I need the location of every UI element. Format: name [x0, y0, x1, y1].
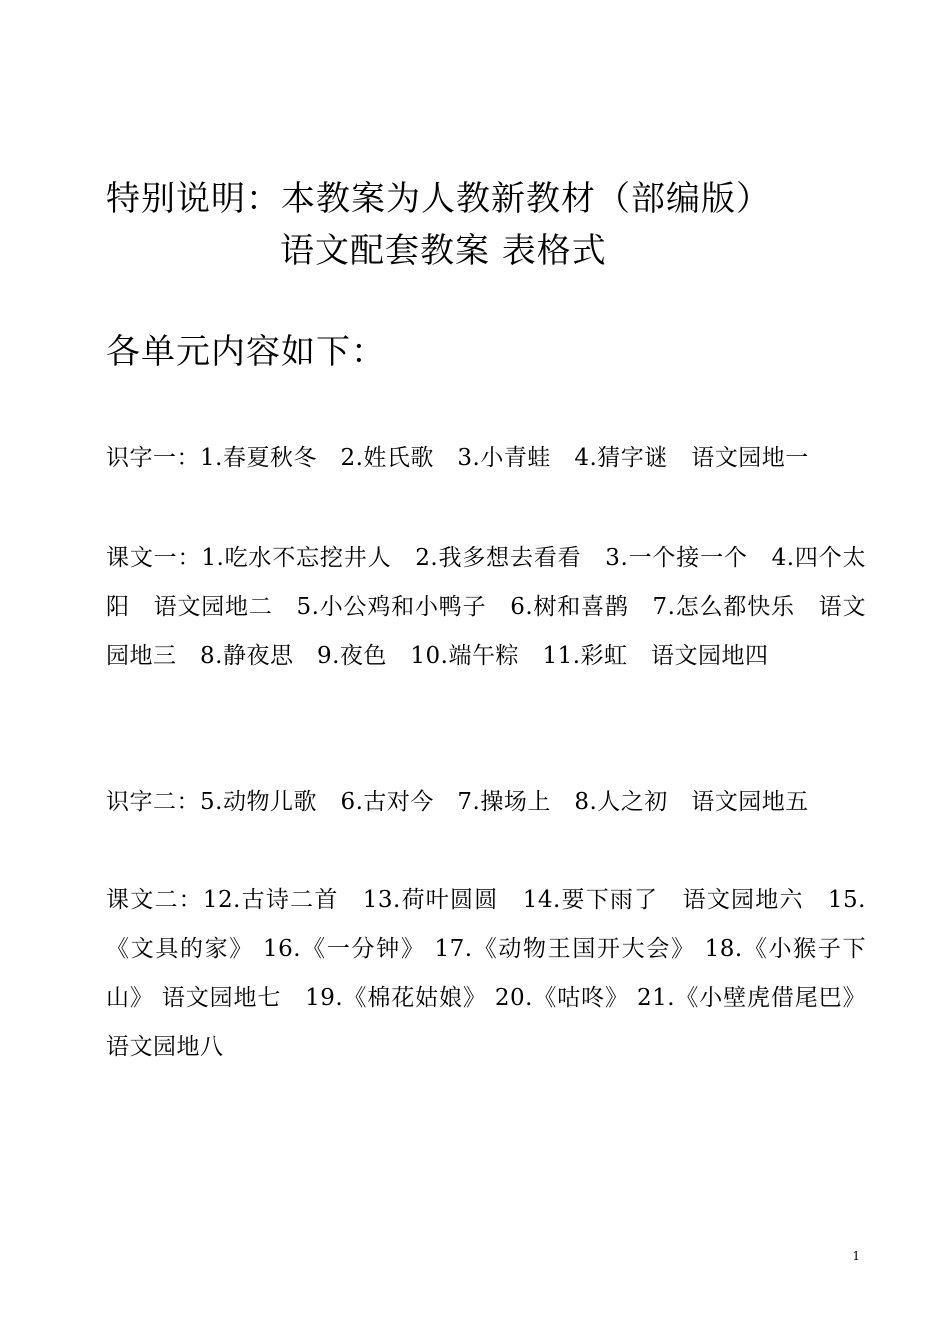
units-heading: 各单元内容如下： — [106, 332, 386, 372]
unit-paragraph-lessons-1: 课文一：1.吃水不忘挖井人 2.我多想去看看 3.一个接一个 4.四个太阳 语文园地二 5.小公鸡和小鸭子 6.树和喜鹊 7.怎么都快乐 语文园地三 8.静夜思 9.夜色 10.端午粽 11.彩虹 语文园地四 — [106, 545, 866, 669]
unit-paragraph-literacy-1: 识字一：1.春夏秋冬 2.姓氏歌 3.小青蛙 4.猜字谜 语文园地一 — [106, 445, 809, 471]
title-line-2: 语文配套教案 表格式 — [280, 231, 607, 271]
unit-paragraph-literacy-2: 识字二：5.动物儿歌 6.古对今 7.操场上 8.人之初 语文园地五 — [106, 789, 809, 815]
title-line-1: 特别说明：本教案为人教新教材（部编版） — [106, 179, 771, 219]
page-number: 1 — [852, 1249, 860, 1263]
unit-paragraph-lessons-2: 课文二：12.古诗二首 13.荷叶圆圆 14.要下雨了 语文园地六 15.《文具的家》 16.《一分钟》 17.《动物王国开大会》 18.《小猴子下山》 语文园地七 19.《棉花姑娘》 20.《咕咚》 21.《小壁虎借尾巴》 语文园地八 — [106, 887, 866, 1060]
